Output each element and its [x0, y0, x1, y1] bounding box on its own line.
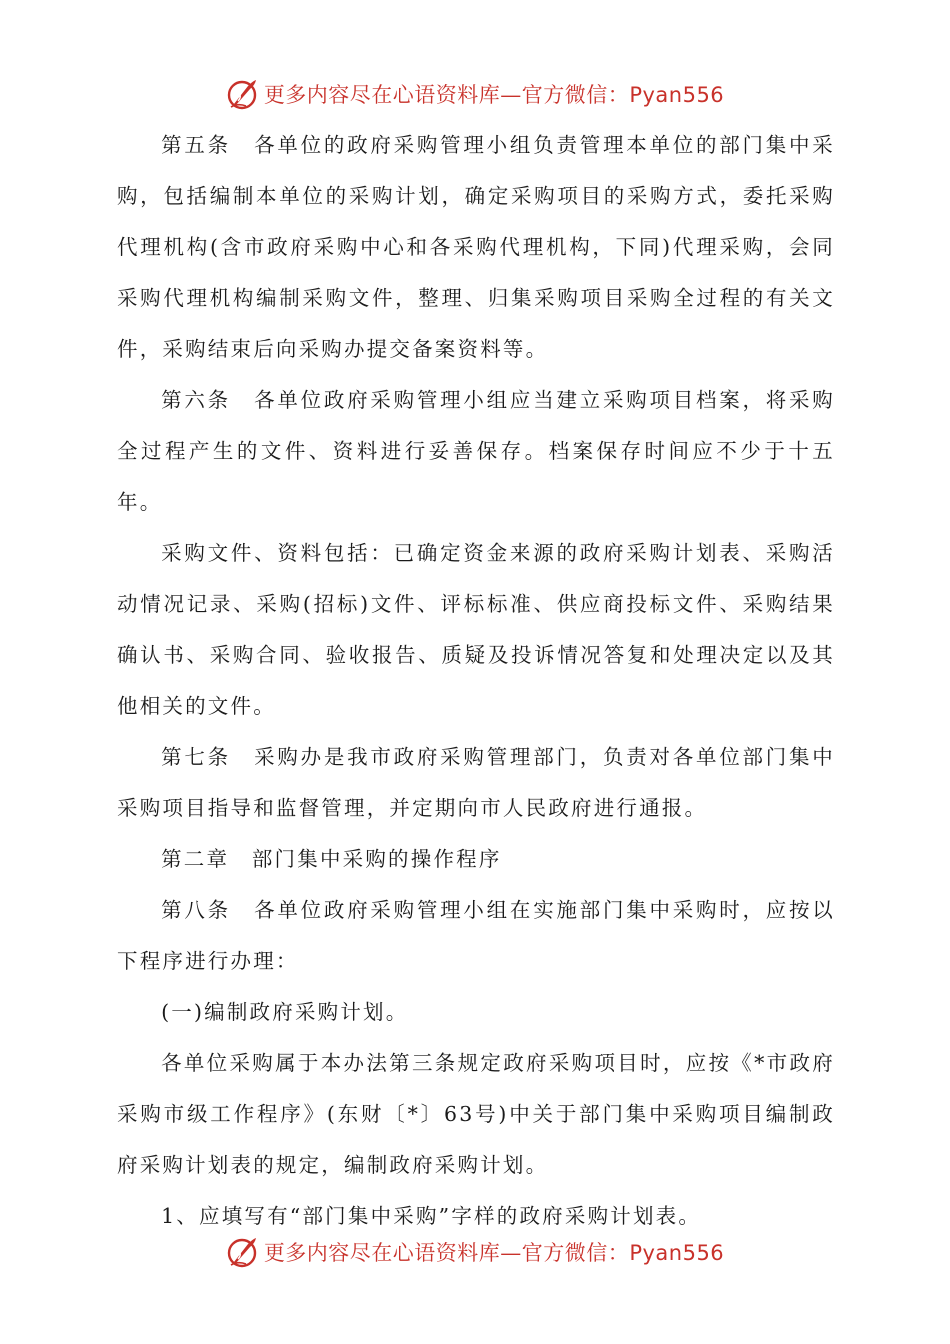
article-7: 第七条 采购办是我市政府采购管理部门，负责对各单位部门集中采购项目指导和监督管理，并定期向市人民政府进行通报。	[117, 745, 835, 820]
quill-pen-logo-icon	[226, 1235, 260, 1269]
wechat-id: Pyan556	[629, 1241, 725, 1265]
article-6: 第六条 各单位政府采购管理小组应当建立采购项目档案，将采购全过程产生的文件、资料进行妥善保存。档案保存时间应不少于十五年。	[117, 388, 835, 514]
wechat-id: Pyan556	[629, 83, 725, 107]
step-1-item-1: 1、应填写有“部门集中采购”字样的政府采购计划表。	[161, 1204, 702, 1228]
chapter-2-heading: 第二章 部门集中采购的操作程序	[161, 847, 502, 871]
quill-pen-logo-icon	[226, 77, 260, 111]
step-1-heading: (一)编制政府采购计划。	[161, 1000, 409, 1024]
watermark-text: 更多内容尽在心语资料库—官方微信：Pyan556	[263, 83, 725, 107]
footer-watermark	[0, 1232, 950, 1272]
procurement-documents-list: 采购文件、资料包括：已确定资金来源的政府采购计划表、采购活动情况记录、采购(招标)文件、评标标准、供应商投标文件、采购结果确认书、采购合同、验收报告、质疑及投诉情况答复和处理决定以及其他相关的文件。	[117, 541, 835, 718]
header-watermark	[0, 74, 950, 114]
article-8: 第八条 各单位政府采购管理小组在实施部门集中采购时，应按以下程序进行办理：	[117, 898, 835, 973]
step-1-description: 各单位采购属于本办法第三条规定政府采购项目时，应按《*市政府采购市级工作程序》(东财〔*〕63号)中关于部门集中采购项目编制政府采购计划表的规定，编制政府采购计划。	[117, 1051, 835, 1177]
watermark-text: 更多内容尽在心语资料库—官方微信：Pyan556	[263, 1241, 725, 1265]
document-body	[117, 120, 835, 1242]
article-5: 第五条 各单位的政府采购管理小组负责管理本单位的部门集中采购，包括编制本单位的采购计划，确定采购项目的采购方式，委托采购代理机构(含市政府采购中心和各采购代理机构，下同)代理采购，会同采购代理机构编制采购文件，整理、归集采购项目采购全过程的有关文件，采购结束后向采购办提交备案资料等。	[117, 133, 835, 361]
